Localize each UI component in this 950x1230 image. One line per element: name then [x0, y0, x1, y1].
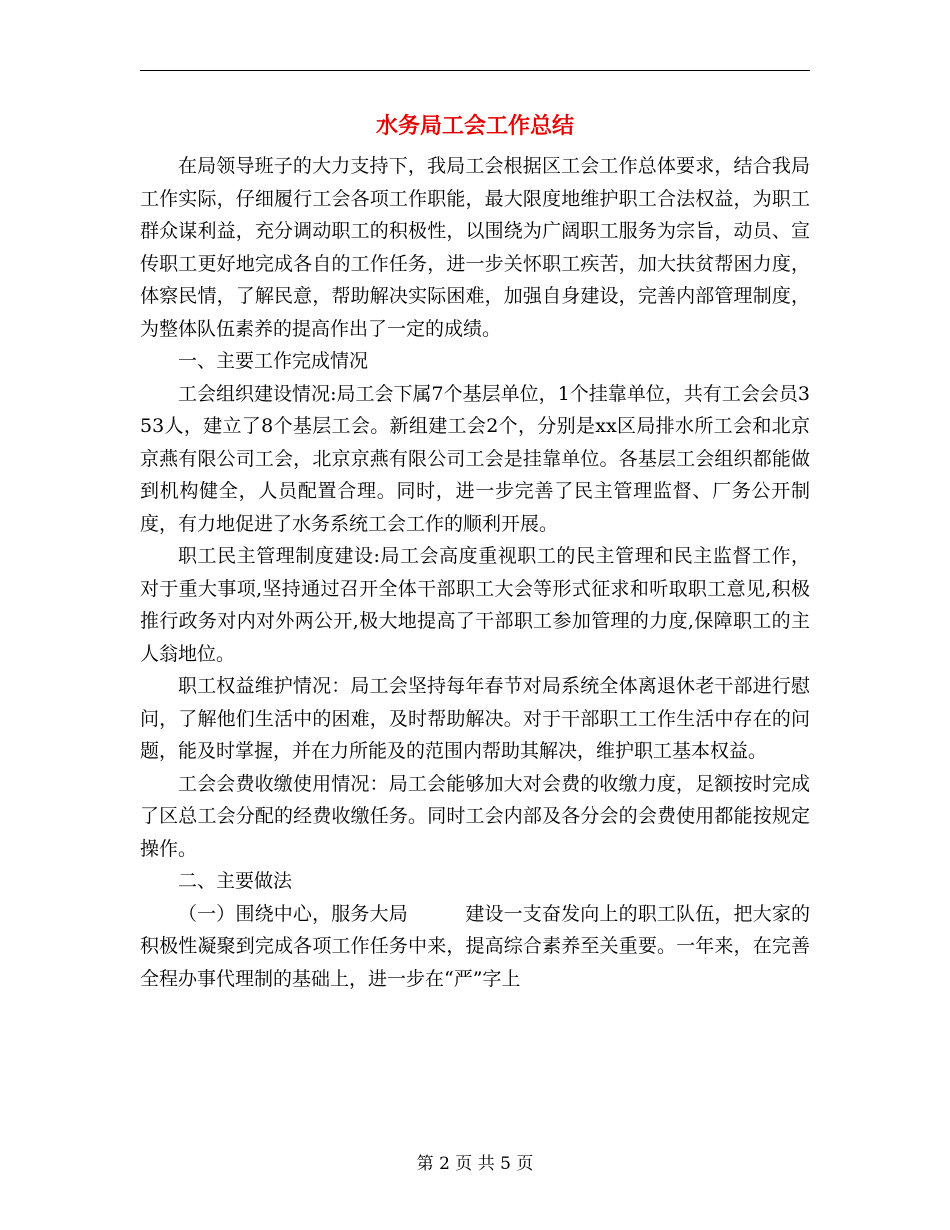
header-rule — [140, 70, 810, 71]
document-title: 水务局工会工作总结 — [375, 113, 574, 139]
paragraph-dues: 工会会费收缴使用情况：局工会能够加大对会费的收缴力度，足额按时完成了区总工会分配的经费收缴任务。同时工会内部及各分会的会费使用都能按规定操作。 — [140, 772, 810, 860]
paragraph-democratic-management: 职工民主管理制度建设:局工会高度重视职工的民主管理和民主监督工作，对于重大事项,坚持通过召开全体干部职工大会等形式征求和听取职工意见,积极推行政务对内对外两公开,极大地提高了干部职工参加管理的力度,保障职工的主人翁地位。 — [140, 545, 810, 665]
paragraph-rights-protection: 职工权益维护情况：局工会坚持每年春节对局系统全体离退休老干部进行慰问，了解他们生活中的困难，及时帮助解决。对于干部职工工作生活中存在的问题，能及时掌握，并在力所能及的范围内帮助其解决，维护职工基本权益。 — [140, 675, 810, 762]
paragraph-intro: 在局领导班子的大力支持下，我局工会根据区工会工作总体要求，结合我局工作实际，仔细履行工会各项工作职能，最大限度地维护职工合法权益，为职工群众谋利益，充分调动职工的积极性，以围绕为广阔职工服务为宗旨，动员、宣传职工更好地完成各自的工作任务，进一步关怀职工疾苦，加大扶贫帮困力度，体察民情，了解民意，帮助解决实际困难，加强自身建设，完善内部管理制度，为整体队伍素养的提高作出了一定的成绩。 — [140, 155, 810, 340]
paragraph-organization: 工会组织建设情况:局工会下属7个基层单位，1个挂靠单位，共有工会会员353人，建立了8个基层工会。新组建工会2个，分别是xx区局排水所工会和北京京燕有限公司工会，北京京燕有限公司工会是挂靠单位。各基层工会组织都能做到机构健全，人员配置合理。同时，进一步完善了民主管理监督、厂务公开制度，有力地促进了水务系统工会工作的顺利开展。 — [140, 382, 810, 535]
section-heading-2: 二、主要做法 — [178, 870, 293, 892]
section-heading-1: 一、主要工作完成情况 — [178, 350, 369, 372]
page-footer: 第 2 页 共 5 页 — [416, 1154, 534, 1174]
document-body — [140, 150, 810, 995]
paragraph-practice-1: （一）围绕中心，服务大局 建设一支奋发向上的职工队伍，把大家的积极性凝聚到完成各项工作任务中来，提高综合素养至关重要。一年来，在完善全程办事代理制的基础上，进一步在“严”字上 — [140, 902, 810, 990]
